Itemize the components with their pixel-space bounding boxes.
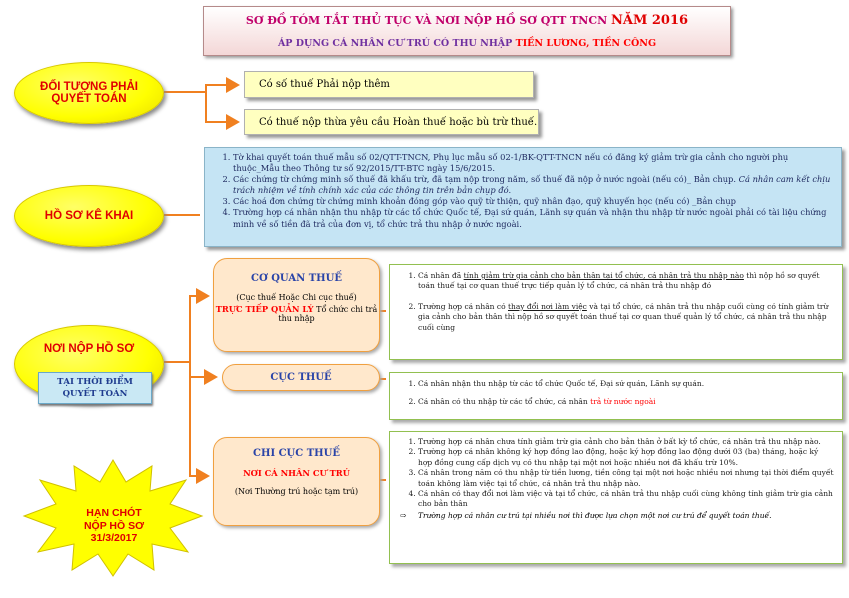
- list-item-text: Các hoá đơn chứng từ chứng minh khoản đóng góp vào quỹ từ thiện, quỹ nhân đạo, quỹ khuyến học (nếu có) _Bản chụp: [233, 196, 736, 207]
- list-item: [418, 271, 834, 292]
- deadline-date: 31/3/2017: [90, 532, 138, 544]
- list-item: [418, 397, 834, 407]
- co-quan-thue-list: [400, 271, 834, 333]
- list-item-text: Tờ khai quyết toán thuế mẫu số 02/QTT-TNCN, Phụ lục mẫu số 02-1/BK-QTT-TNCN nếu có đăng ký giảm trừ gia cảnh cho người phụ thuộc_Mẫu theo Thông tư số 92/2015/TT-BTC ngày 15/6/2015.: [233, 152, 789, 174]
- list-item: 2. Trường hợp cá nhân không ký hợp đồng lao động, hoặc ký hợp đồng lao động dưới 03 (ba) tháng, hoặc ký hợp đồng cung cấp dịch vụ có thu nhập tại một nơi hoặc nhiều nơi đã khấu trừ 10%.: [418, 447, 834, 468]
- co-quan-thue-detail: [389, 264, 843, 360]
- chi-cuc-thue-detail: [389, 431, 843, 564]
- title-main-text: SƠ ĐỒ TÓM TẮT THỦ TỤC VÀ NƠI NỘP HỒ SƠ QTT TNCN: [245, 14, 611, 27]
- detail-red: trả từ nước ngoài: [590, 397, 656, 407]
- list-item: [233, 207, 833, 229]
- option-phai-nop-them-text: Có số thuế Phải nộp thêm: [259, 79, 390, 90]
- doi-tuong-oval: [14, 62, 164, 124]
- co-quan-thue-title: CƠ QUAN THUẾ: [251, 273, 342, 284]
- detail-text: Trường hợp cá nhân có: [418, 301, 508, 311]
- cuc-thue-detail: [389, 372, 843, 420]
- list-item: [418, 302, 834, 333]
- detail-text: và tại tổ chức, cá nhân trả thu nhập cuối cùng có tính giảm trừ gia cảnh cho bản thân thì nộp hồ sơ quyết toán thuế tại cơ quan thuế quản lý tổ chức, cá nhân trả thu nhập cuối cùng: [418, 301, 829, 332]
- thoi-diem-label: TẠI THỜI ĐIỂM QUYẾT TOÁN: [57, 377, 133, 399]
- co-quan-thue-sub: (Cục thuế Hoặc Chi cục thuế): [236, 293, 357, 302]
- detail-underline: thay đổi nơi làm việc: [507, 301, 587, 311]
- list-item-text: Các chứng từ chứng minh số thuế đã khấu trừ, đã tạm nộp trong năm, số thuế đã nộp ở nước ngoài (nếu có)_ Bản chụp.: [233, 174, 739, 185]
- detail-underline: tính giảm trừ gia cảnh cho bản thân tại tổ chức, cá nhân trả thu nhập nào: [463, 271, 744, 280]
- list-item-text: Trường hợp cá nhân nhận thu nhập từ các tổ chức Quốc tế, Đại sứ quán, Lãnh sự quán và nhận thu nhập từ nước ngoài phải có tài liệu chứng minh về số tiền đã trả của đơn vị, tổ chức trả thu nhập ở nước ngoài.: [233, 207, 827, 229]
- detail-text: Cá nhân đã: [418, 271, 464, 280]
- ho-so-list: [211, 152, 833, 230]
- chi-cuc-thue-box: [213, 437, 380, 526]
- chi-cuc-thue-sub: (Nơi Thường trú hoặc tạm trú): [234, 487, 359, 496]
- title-year: NĂM 2016: [611, 13, 689, 28]
- ho-so-list-box: [204, 147, 842, 247]
- co-quan-thue-sub2: Tổ chức chi trả thu nhập: [278, 305, 378, 323]
- option-nop-thua: [244, 109, 539, 135]
- deadline-line2: NỘP HỒ SƠ: [83, 519, 145, 532]
- co-quan-thue-box: [213, 258, 380, 352]
- subtitle-text: ÁP DỤNG CÁ NHÂN CƯ TRÚ CÓ THU NHẬP: [277, 38, 516, 49]
- list-item: 1. Trường hợp cá nhân chưa tính giảm trừ gia cảnh cho bản thân ở bất kỳ tổ chức, cá nhân trả thu nhập nào.: [418, 437, 834, 447]
- chi-cuc-thue-note: [400, 511, 834, 521]
- co-quan-thue-red: TRỰC TIẾP QUẢN LÝ: [215, 304, 314, 314]
- list-item: 4. Cá nhân có thay đổi nơi làm việc và tại tổ chức, cá nhân trả thu nhập cuối cùng không tính giảm trừ gia cảnh cho bản thân: [418, 489, 834, 510]
- chi-cuc-thue-title: CHI CỤC THUẾ: [253, 448, 340, 459]
- title-banner: [203, 6, 731, 56]
- list-item: [233, 152, 833, 174]
- list-item-italic: Cá nhân cam kết chịu trách nhiệm về tính chính xác của các thông tin trên bản chụp đó.: [233, 174, 831, 196]
- list-item: [233, 174, 833, 196]
- detail-text: thì nộp hồ sơ quyết toán thuế tại cơ quan thuế trực tiếp quản lý tổ chức, cá nhân trả thu nhập đó: [418, 271, 820, 291]
- deadline-line1: HẠN CHÓT: [86, 507, 142, 519]
- chi-cuc-thue-list: [400, 437, 834, 510]
- noi-nop-label: NƠI NỘP HỒ SƠ: [43, 343, 135, 355]
- arrow-right-icon: ⇨: [400, 510, 407, 520]
- ho-so-label: HỒ SƠ KÊ KHAI: [44, 210, 134, 222]
- page-title: [204, 13, 730, 28]
- chi-cuc-thue-red: NƠI CÁ NHÂN CƯ TRÚ: [243, 468, 350, 478]
- list-item: 3. Cá nhân trong năm có thu nhập từ tiền lương, tiền công tại một nơi hoặc nhiều nơi nhưng tại thời điểm quyết toán không làm việc tại tổ chức, cá nhân trả thu nhập nào.: [418, 468, 834, 489]
- deadline-text: [40, 507, 188, 545]
- doi-tuong-label: ĐỐI TƯỢNG PHẢI QUYẾT TOÁN: [40, 81, 138, 105]
- ho-so-oval: [14, 185, 164, 247]
- list-item: [233, 196, 833, 207]
- detail-text: Cá nhân có thu nhập từ các tổ chức, cá nhân: [418, 397, 591, 407]
- cuc-thue-list: [400, 379, 834, 408]
- thoi-diem-box: [38, 372, 152, 404]
- note-text: Trường hợp cá nhân cư trú tại nhiều nơi thì được lựa chọn một nơi cư trú để quyết toán thuế.: [418, 510, 772, 520]
- option-nop-thua-text: Có thuế nộp thừa yêu cầu Hoàn thuế hoặc bù trừ thuế.: [259, 116, 538, 128]
- option-phai-nop-them: [244, 71, 534, 98]
- list-item: [418, 379, 834, 389]
- cuc-thue-title: CỤC THUẾ: [270, 372, 332, 383]
- cuc-thue-box: [222, 364, 380, 391]
- detail-text: Cá nhân nhận thu nhập từ các tổ chức Quốc tế, Đại sứ quán, Lãnh sự quán.: [418, 379, 705, 388]
- subtitle-highlight: TIỀN LƯƠNG, TIỀN CÔNG: [515, 38, 657, 49]
- page-subtitle: [204, 38, 730, 49]
